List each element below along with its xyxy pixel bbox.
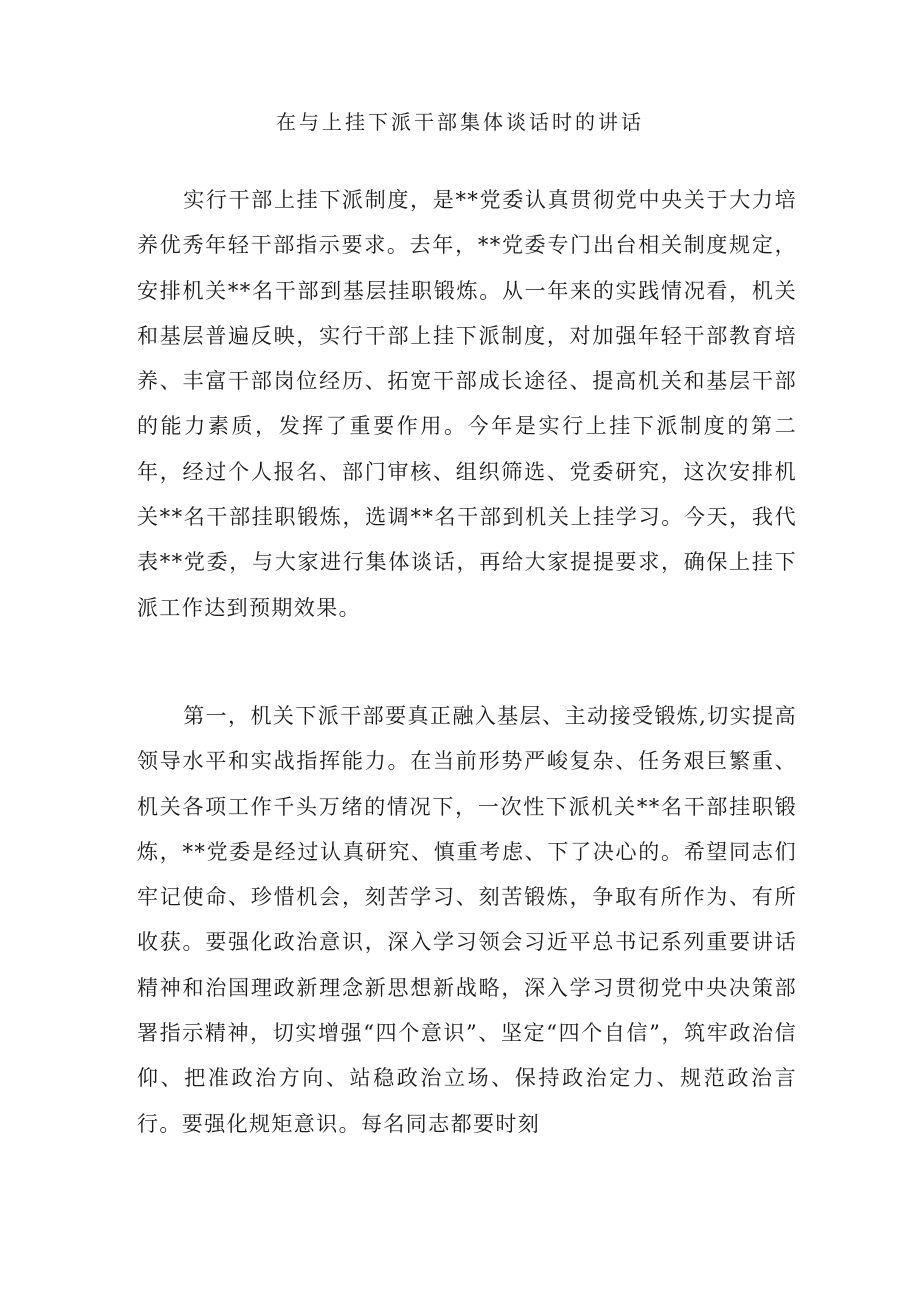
paragraph-first-point: 第一，机关下派干部要真正融入基层、主动接受锻炼,切实提高领导水平和实战指挥能力。在当前形势严峻复杂、任务艰巨繁重、机关各项工作千头万绪的情况下，一次性下派机关**名干部挂职锻炼，**党委是经过认真研究、慎重考虑、下了决心的。希望同志们牢记使命、珍惜机会，刻苦学习、刻苦锻炼，争取有所作为、有所收获。要强化政治意识，深入学习领会习近平总书记系列重要讲话精神和治国理政新理念新思想新战略，深入学习贯彻党中央决策部署指示精神，切实增强“四个意识”、坚定“四个自信”，筑牢政治信仰、把准政治方向、站稳政治立场、保持政治定力、规范政治言行。要强化规矩意识。每名同志都要时刻 bbox=[137, 704, 797, 1136]
paragraph-intro: 实行干部上挂下派制度，是**党委认真贯彻党中央关于大力培养优秀年轻干部指示要求。去年，**党委专门出台相关制度规定，安排机关**名干部到基层挂职锻炼。从一年来的实践情况看，机关和基层普遍反映，实行干部上挂下派制度，对加强年轻干部教育培养、丰富干部岗位经历、拓宽干部成长途径、提高机关和基层干部的能力素质，发挥了重要作用。今年是实行上挂下派制度的第二年，经过个人报名、部门审核、组织筛选、党委研究，这次安排机关**名干部挂职锻炼，选调**名干部到机关上挂学习。今天，我代表**党委，与大家进行集体谈话，再给大家提提要求，确保上挂下派工作达到预期效果。 bbox=[137, 188, 797, 620]
document-title: 在与上挂下派干部集体谈话时的讲话 bbox=[276, 110, 644, 134]
